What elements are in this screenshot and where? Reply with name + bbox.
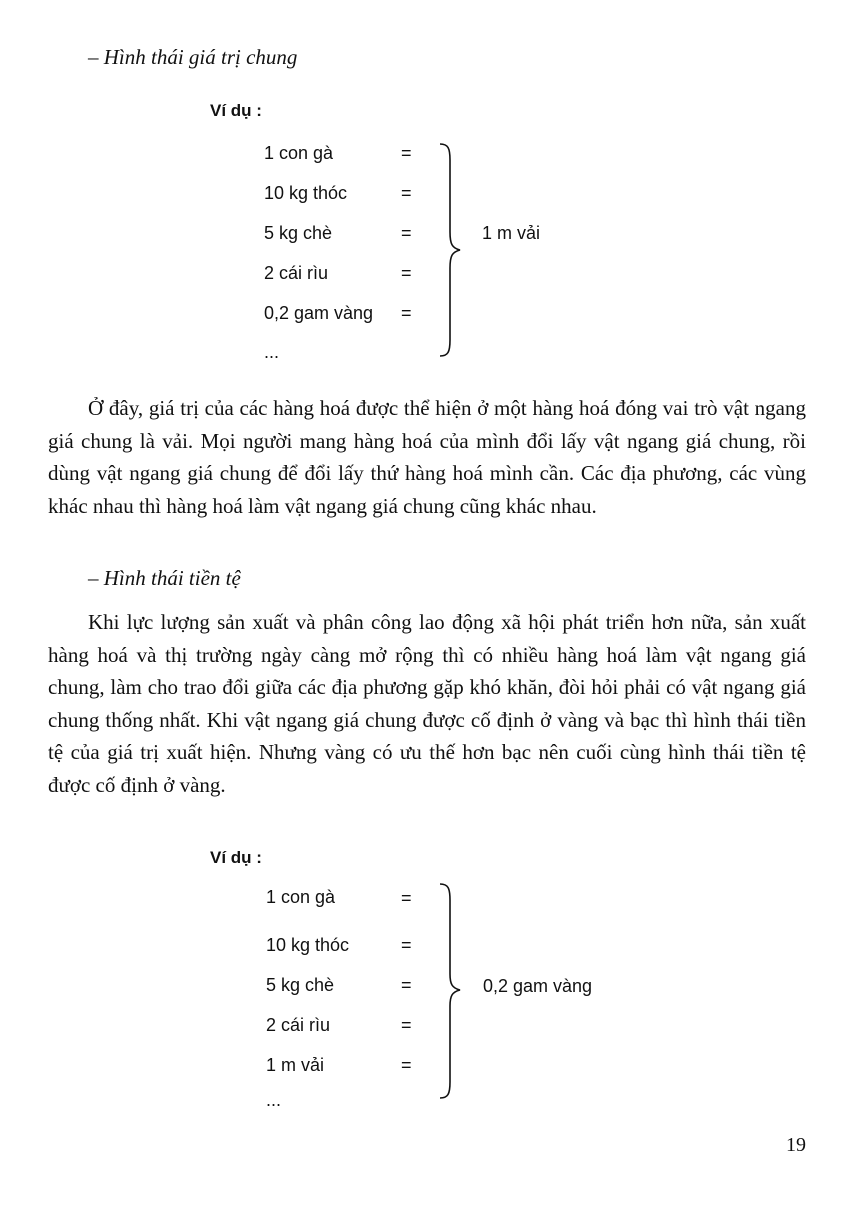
right-brace-icon xyxy=(436,880,466,1102)
body-paragraph: Ở đây, giá trị của các hàng hoá được thể hiện ở một hàng hoá đóng vai trò vật ngang giá chung là vải. Mọi người mang hàng hoá của mình đổi lấy vật ngang giá chung, rồi dùng vật ngang giá chung để đổi lấy thứ hàng hoá mình cần. Các địa phương, các vùng khác nhau thì hàng hoá làm vật ngang giá chung cũng khác nhau. xyxy=(48,396,806,518)
equation-item: 5 kg chè xyxy=(264,223,333,243)
body-paragraph: Khi lực lượng sản xuất và phân công lao động xã hội phát triển hơn nữa, sản xuất hàng hoá và thị trường ngày càng mở rộng thì có nhiều hàng hoá làm vật ngang giá chung, làm cho trao đổi giữa các địa phương gặp khó khăn, đòi hỏi phải có vật ngang giá chung thống nhất. Khi vật ngang giá chung được cố định ở vàng và bạc thì hình thái tiền tệ của giá trị xuất hiện. Nhưng vàng có ưu thế hơn bạc nên cuối cùng hình thái tiền tệ được cố định ở vàng. xyxy=(48,610,806,797)
equals-sign: = xyxy=(401,223,412,243)
section-heading-general-value-form: – Hình thái giá trị chung xyxy=(88,45,298,69)
equation-item: 0,2 gam vàng xyxy=(264,303,374,323)
page-number: 19 xyxy=(786,1134,806,1156)
equation-item: 2 cái rìu xyxy=(264,263,329,283)
equation-item: 2 cái rìu xyxy=(266,1015,331,1035)
equals-sign: = xyxy=(401,183,412,203)
equals-sign: = xyxy=(401,888,412,908)
equation-ellipsis: ... xyxy=(264,342,280,362)
equation-item: 10 kg thóc xyxy=(266,935,350,955)
equals-sign: = xyxy=(401,263,412,283)
equation-result: 0,2 gam vàng xyxy=(483,976,593,996)
equation-item: 1 con gà xyxy=(266,887,336,907)
equals-sign: = xyxy=(401,975,412,995)
example-label: Ví dụ : xyxy=(210,848,262,867)
equation-item: 1 m vải xyxy=(266,1055,325,1075)
right-brace-icon xyxy=(436,140,466,360)
equals-sign: = xyxy=(401,1055,412,1075)
equals-sign: = xyxy=(401,1015,412,1035)
equation-item: 5 kg chè xyxy=(266,975,335,995)
equation-result: 1 m vải xyxy=(482,223,541,243)
equals-sign: = xyxy=(401,143,412,163)
equation-item: 1 con gà xyxy=(264,143,334,163)
equals-sign: = xyxy=(401,935,412,955)
equals-sign: = xyxy=(401,303,412,323)
section-heading-money-form: – Hình thái tiền tệ xyxy=(88,566,241,590)
example-label: Ví dụ : xyxy=(210,101,262,120)
equation-item: 10 kg thóc xyxy=(264,183,348,203)
equation-ellipsis: ... xyxy=(266,1090,282,1110)
